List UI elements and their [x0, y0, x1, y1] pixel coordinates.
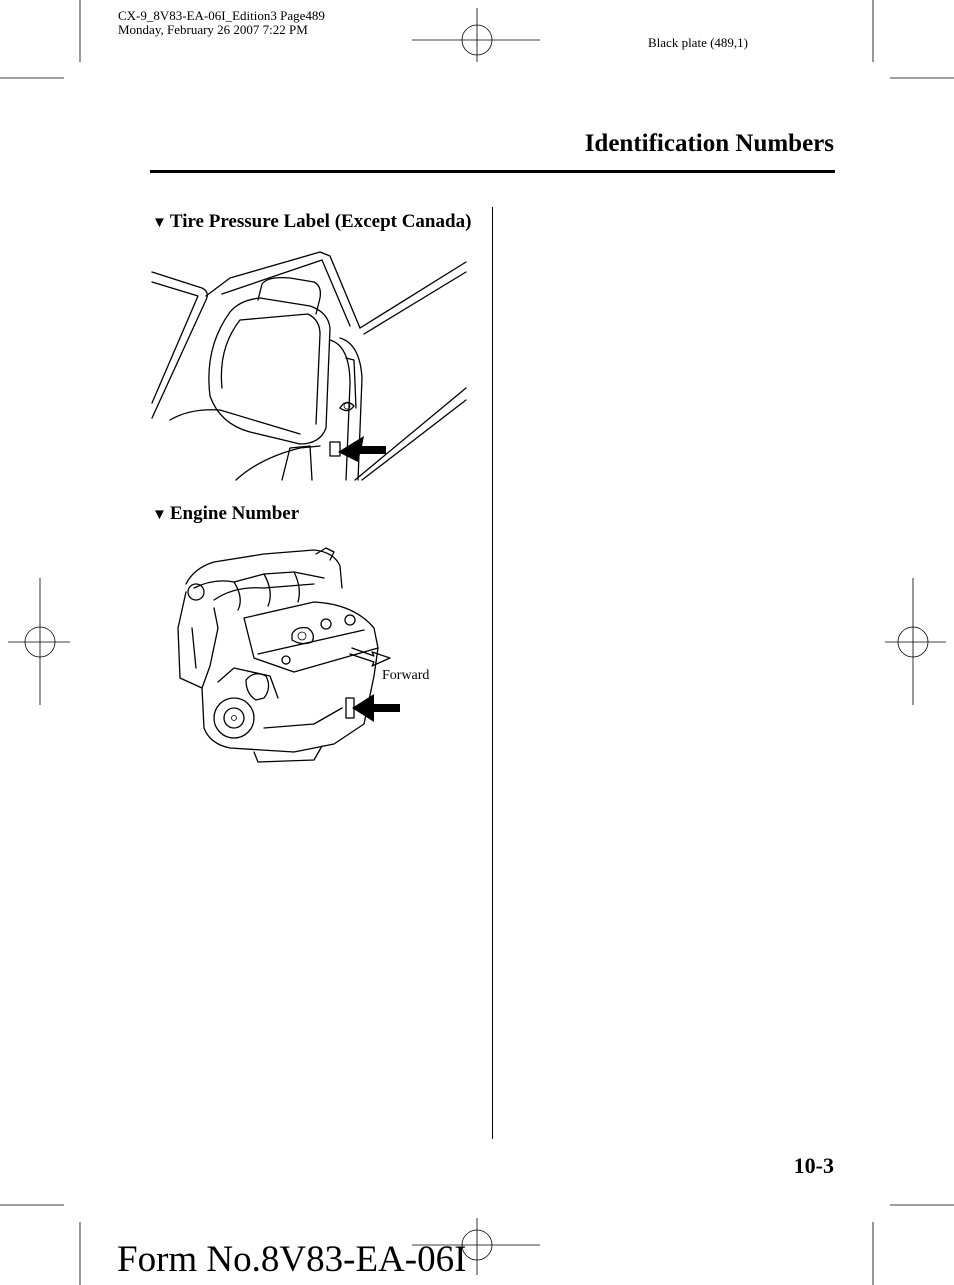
form-number: Form No.8V83-EA-06I: [117, 1239, 467, 1280]
print-meta-line-2: Monday, February 26 2007 7:22 PM: [118, 22, 308, 37]
triangle-marker-icon: ▼: [152, 507, 167, 523]
engine-number-illustration: [174, 548, 404, 764]
page-number: 10-3: [793, 1153, 834, 1178]
column-divider: [492, 207, 493, 1139]
section-heading-text: Tire Pressure Label (Except Canada): [169, 211, 472, 232]
print-meta-line-1: CX-9_8V83-EA-06I_Edition3 Page489: [118, 8, 325, 23]
triangle-marker-icon: ▼: [152, 215, 167, 231]
print-meta-plate: Black plate (489,1): [648, 35, 748, 50]
header-rule: [150, 170, 835, 173]
page-title: Identification Numbers: [584, 130, 834, 157]
tire-pressure-label-illustration: [150, 248, 466, 480]
section-heading-engine-number: [152, 503, 299, 525]
forward-caption: Forward: [382, 668, 430, 683]
section-heading-text: Engine Number: [169, 503, 300, 524]
section-heading-tire-pressure: [152, 211, 471, 233]
